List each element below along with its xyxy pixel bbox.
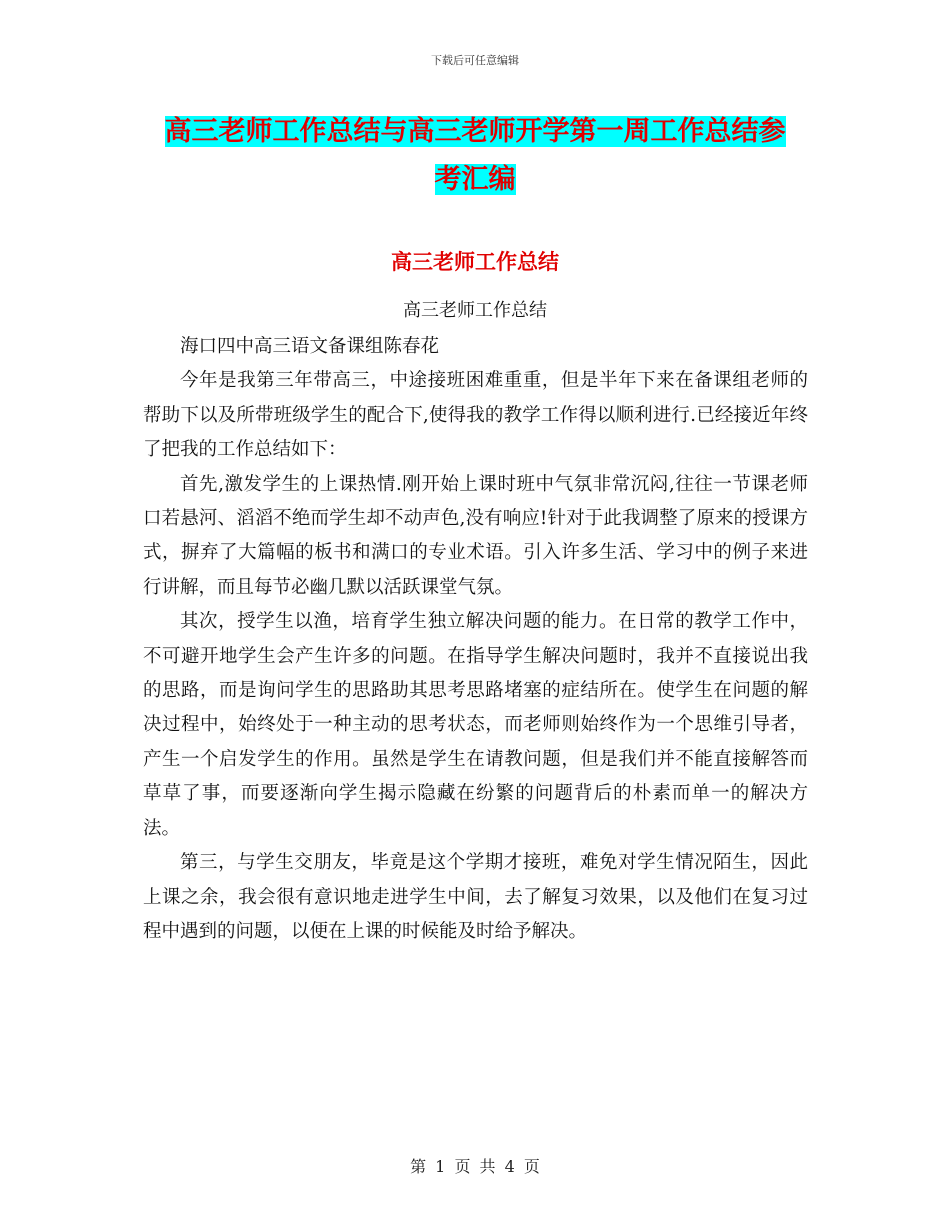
paragraph-intro: 今年是我第三年带高三，中途接班困难重重，但是半年下来在备课组老师的帮助下以及所带班级学生的配合下,使得我的教学工作得以顺利进行.已经接近年终了把我的工作总结如下： [143, 370, 808, 461]
document-title [140, 108, 810, 204]
document-title-line-1: 高三老师工作总结与高三老师开学第一周工作总结参 [164, 116, 786, 147]
page-footer: 第 1 页 共 4 页 [410, 1157, 540, 1176]
section-title: 高三老师工作总结 [391, 250, 559, 274]
paragraph-first: 首先,激发学生的上课热情.刚开始上课时班中气氛非常沉闷,往往一节课老师口若悬河、滔滔不绝而学生却不动声色,没有响应!针对于此我调整了原来的授课方式，摒弃了大篇幅的板书和满口的专业术语。引入许多生活、学习中的例子来进行讲解，而且每节必幽几默以活跃课堂气氛。 [143, 473, 808, 598]
body-text [143, 330, 808, 949]
document-title-line-2: 考汇编 [434, 164, 516, 195]
paragraph-third: 第三，与学生交朋友，毕竟是这个学期才接班，难免对学生情况陌生，因此上课之余，我会很有意识地走进学生中间，去了解复习效果，以及他们在复习过程中遇到的问题，以便在上课的时候能及时给予解决。 [143, 852, 808, 942]
subtitle: 高三老师工作总结 [403, 300, 547, 321]
paragraph-second: 其次，授学生以渔，培育学生独立解决问题的能力。在日常的教学工作中，不可避开地学生会产生许多的问题。在指导学生解决问题时，我并不直接说出我的思路，而是询问学生的思路助其思考思路堵塞的症结所在。使学生在问题的解决过程中，始终处于一种主动的思考状态，而老师则始终作为一个思维引导者，产生一个启发学生的作用。虽然是学生在请教问题，但是我们并不能直接解答而草草了事，而要逐渐向学生揭示隐藏在纷繁的问题背后的朴素而单一的解决方法。 [143, 611, 808, 839]
header-note: 下载后可任意编辑 [431, 54, 519, 67]
author-line: 海口四中高三语文备课组陈春花 [180, 336, 440, 357]
